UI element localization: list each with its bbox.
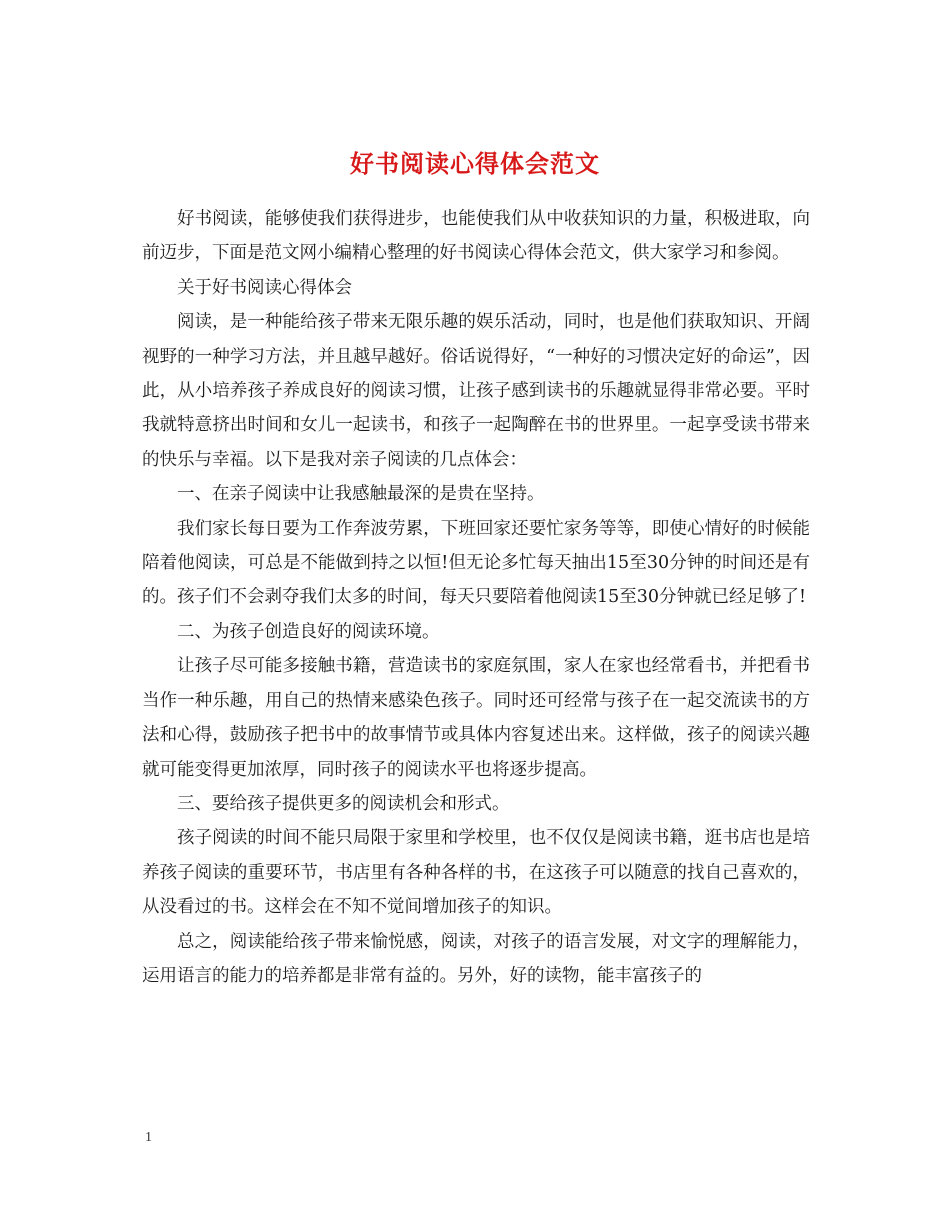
point-heading-2: 二、为孩子创造良好的阅读环境。 [177,621,440,642]
body-paragraph: 孩子阅读的时间不能只局限于家里和学校里，也不仅仅是阅读书籍，逛书店也是培养孩子阅读的重要环节，书店里有各种各样的书，在这孩子可以随意的找自己喜欢的，从没看过的书。这样会在不知不觉间增加孩子的知识。 [142,828,810,918]
body-paragraph: 总之，阅读能给孩子带来愉悦感，阅读，对孩子的语言发展，对文字的理解能力，运用语言的能力的培养都是非常有益的。另外，好的读物，能丰富孩子的 [142,931,810,986]
point-heading-3: 三、要给孩子提供更多的阅读机会和形式。 [177,793,510,814]
body-paragraph: 让孩子尽可能多接触书籍，营造读书的家庭氛围，家人在家也经常看书，并把看书当作一种乐趣，用自己的热情来感染色孩子。同时还可经常与孩子在一起交流读书的方法和心得，鼓励孩子把书中的故事情节或具体内容复述出来。这样做，孩子的阅读兴趣就可能变得更加浓厚，同时孩子的阅读水平也将逐步提高。 [142,656,810,780]
body-paragraph: 我们家长每日要为工作奔波劳累，下班回家还要忙家务等等，即使心情好的时候能陪着他阅读，可总是不能做到持之以恒!但无论多忙每天抽出15至30分钟的时间还是有的。孩子们不会剥夺我们太多的时间，每天只要陪着他阅读15至30分钟就已经足够了! [142,518,810,608]
intro-paragraph: 好书阅读，能够使我们获得进步，也能使我们从中收获知识的力量，积极进取，向前迈步，下面是范文网小编精心整理的好书阅读心得体会范文，供大家学习和参阅。 [142,209,810,264]
point-heading-1: 一、在亲子阅读中让我感触最深的是贵在坚持。 [177,484,545,505]
body-paragraph: 阅读，是一种能给孩子带来无限乐趣的娱乐活动，同时，也是他们获取知识、开阔视野的一种学习方法，并且越早越好。俗话说得好，“一种好的习惯决定好的命运”，因此，从小培养孩子养成良好的阅读习惯，让孩子感到读书的乐趣就显得非常必要。平时我就特意挤出时间和女儿一起读书，和孩子一起陶醉在书的世界里。一起享受读书带来的快乐与幸福。以下是我对亲子阅读的几点体会： [142,312,810,470]
document-title: 好书阅读心得体会范文 [350,149,600,179]
section-heading: 关于好书阅读心得体会 [177,277,352,298]
page-number: 1 [145,1130,152,1145]
document-body [142,202,810,993]
